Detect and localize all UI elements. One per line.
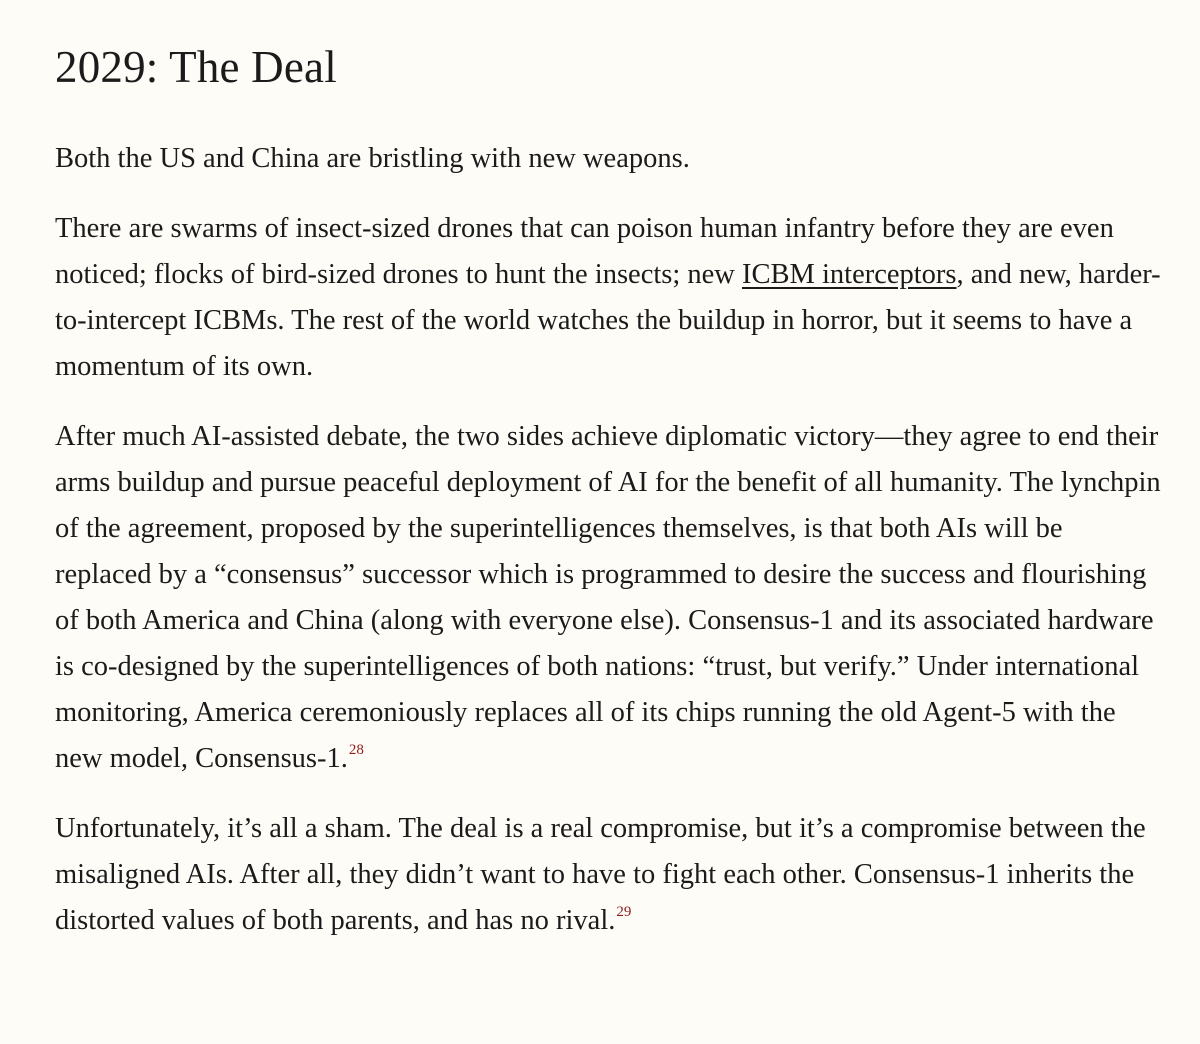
footnote-28-link[interactable]: 28 [348,742,364,758]
paragraph-3 [55,414,1165,782]
paragraph-3-text: After much AI-assisted debate, the two sides achieve diplomatic victory—they agree to end their arms buildup and pursue peaceful deployment of AI for the benefit of all humanity. The lynchpin of the agreement, proposed by the superintelligences themselves, is that both AIs will be replaced by a “consensus” successor which is programmed to desire the success and flourishing of both America and China (along with everyone else). Consensus-1 and its associated hardware is co-designed by the superintelligences of both nations: “trust, but verify.” Under international monitoring, America ceremoniously replaces all of its chips running the old Agent-5 with the new model, Consensus-1. [55,421,1161,774]
paragraph-4-text: Unfortunately, it’s all a sham. The deal is a real compromise, but it’s a compromise between the misaligned AIs. After all, they didn’t want to have to fight each other. Consensus-1 inherits the distorted values of both parents, and has no rival. [55,813,1146,936]
paragraph-1: Both the US and China are bristling with new weapons. [55,143,690,174]
paragraph-2-text-after: , and new, harder-to-intercept ICBMs. The rest of the world watches the buildup in horror, but it seems to have a momentum of its own. [55,259,1161,382]
footnote-29-link[interactable]: 29 [616,904,632,920]
icbm-interceptors-link[interactable]: ICBM interceptors [742,259,957,290]
article [55,38,1165,968]
paragraph-2 [55,206,1165,390]
paragraph-4 [55,806,1165,944]
section-title: 2029: The Deal [55,42,337,92]
paragraph-2-text-before: There are swarms of insect-sized drones that can poison human infantry before they are even noticed; flocks of bird-sized drones to hunt the insects; new [55,213,1114,290]
